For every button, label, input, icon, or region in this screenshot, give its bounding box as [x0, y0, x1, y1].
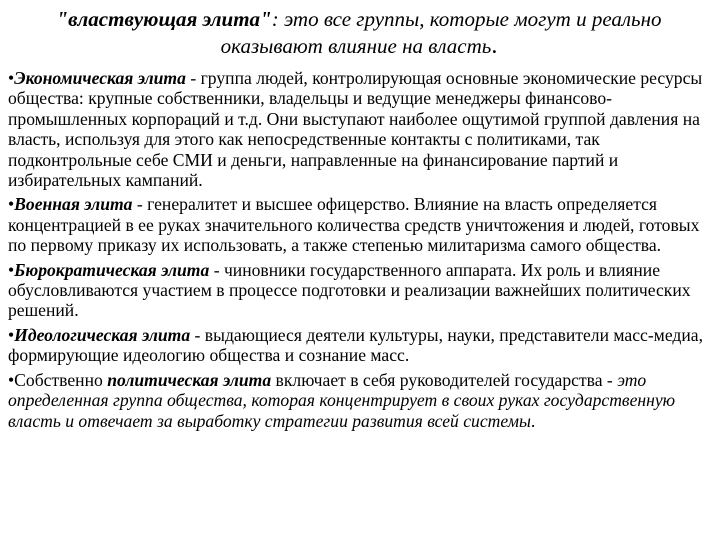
bullet: •: [8, 369, 15, 390]
slide-title: [8, 6, 710, 60]
bullet: •: [8, 194, 15, 215]
term-ideological-elite: Идеологическая элита: [14, 324, 191, 345]
definition-text: - чиновники государственного аппарата. Их роль и влияние обусловливаются участием в процессе подготовки и реализации важнейших политических решений.: [8, 259, 691, 321]
term-political-elite: политическая элита: [107, 369, 272, 390]
lead-text: Собственно: [14, 369, 108, 390]
title-text: : это все группы, которые могут и реально оказывают влияние на власть: [220, 7, 662, 58]
term-bureaucratic-elite: Бюрократическая элита: [14, 259, 210, 280]
definition-end: .: [530, 410, 536, 431]
definition-italic-text: это определенная группа общества, которая концентрирует в своих руках государственную власть и отвечает за выработку стратегии развития всей системы: [8, 369, 676, 431]
bullet: •: [8, 259, 15, 280]
term-military-elite: Военная элита: [14, 194, 133, 215]
term-economic-elite: Экономическая элита: [14, 68, 186, 88]
title-term: "властвующая элита": [56, 7, 272, 31]
title-end: .: [491, 33, 498, 59]
definition-text: - группа людей, контролирующая основные экономические ресурсы общества: крупные собственники, владельцы и ведущие менеджеры финансово-промышленных корпораций и т.д. Они выступают наиболее ощутимой группой давления на власть, используя для этого как непосредственные контакты с политиками, так подконтрольные себе СМИ и деньги, направленные на финансирование партий и избирательных кампаний.: [8, 68, 703, 191]
definition-text: - генералитет и высшее офицерство. Влияние на власть определяется концентрацией в ее руках значительного количества средств уничтожения и людей, готовых по первому приказу их использовать, а также степенью милитаризма самого общества.: [8, 194, 700, 256]
list-item-bureaucratic-elite: [8, 260, 710, 321]
list-item-military-elite: [8, 194, 710, 255]
bullet: •: [8, 324, 15, 345]
list-item-economic-elite: [8, 68, 710, 190]
definition-text: включает в себя руководителей государства -: [271, 369, 618, 390]
definition-text: - выдающиеся деятели культуры, науки, представители масс-медиа, формирующие идеологию общества и сознание масс.: [8, 324, 703, 366]
bullet: •: [8, 68, 15, 88]
list-item-political-elite: [8, 370, 710, 431]
list-item-ideological-elite: [8, 325, 710, 366]
